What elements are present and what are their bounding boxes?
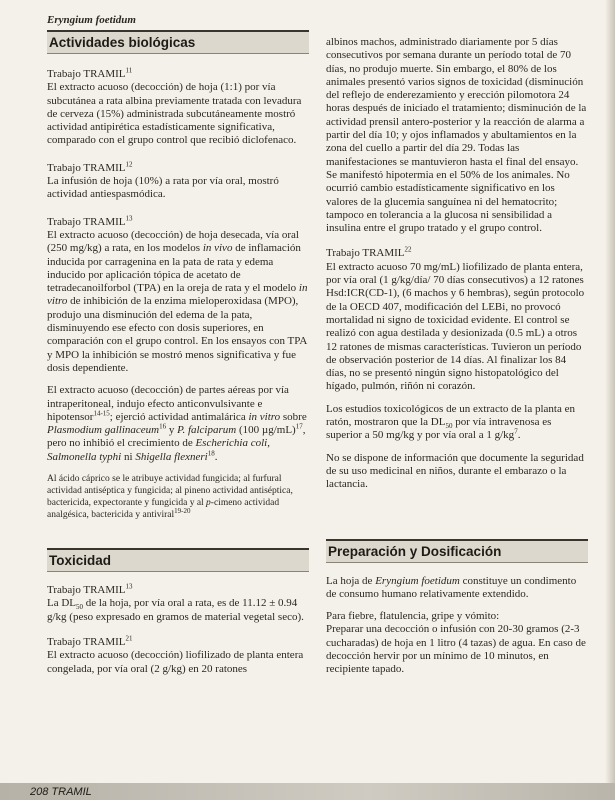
entry-text: constituye un condimento de consumo humano relativamente extendido.	[326, 574, 577, 600]
source-label: Trabajo TRAMIL	[47, 635, 126, 648]
reference-number: 17	[295, 422, 303, 431]
source-label: Trabajo TRAMIL	[47, 68, 126, 80]
section-title-biological-activities: Actividades biológicas	[47, 30, 309, 54]
reference-number: 16	[159, 422, 167, 431]
entry-text: ; ejerció actividad antimalárica	[109, 410, 249, 423]
entry-text: .	[214, 450, 218, 463]
entry-text: Preparar una decocción o infusión con 20-30 gramos (2-3 cucharadas) de hoja en 1 litro (4 tazas) de agua. En caso de decocción hervir por un mínimo de 10 minutos, en recipiente tapado.	[326, 623, 586, 676]
reference-number: 21	[125, 634, 133, 643]
entry-text: Los estudios toxicológicos de un extracto de la planta en ratón, mostraron que la DL	[326, 402, 575, 429]
reference-number: 7	[514, 427, 518, 436]
species-name: Eryngium foetidum	[375, 574, 460, 587]
entry-text: Al ácido cáprico se le atribuye actividad fungicida; al furfural actividad antiséptica y fungicida; al pineno actividad antiséptica, bactericida, expectorante y fungicida y al	[47, 474, 293, 509]
footer-bar	[0, 783, 615, 800]
reference-number: 14-15	[93, 409, 110, 418]
entry-italic: p	[206, 498, 211, 509]
source-label: Trabajo TRAMIL	[47, 215, 126, 228]
entry-text: El extracto acuoso (decocción) liofilizado de planta entera congelada, por vía oral (2 g/kg) en 20 ratones	[47, 649, 304, 675]
bio-entry-constituents	[47, 473, 309, 521]
footer	[30, 786, 92, 798]
section-title-toxicity: Toxicidad	[47, 548, 309, 572]
prep-entry-condiment	[326, 575, 588, 602]
tox-entry-safety-note: No se dispone de información que documente la seguridad de su uso medicinal en niños, durante el embarazo o la lactancia.	[326, 451, 584, 491]
bio-entry-11	[47, 68, 309, 148]
species-name: P. falciparum	[177, 424, 237, 437]
entry-text: ,	[267, 437, 270, 450]
entry-text: y	[166, 424, 178, 437]
entry-italic: in vitro	[248, 410, 281, 423]
source-label: Trabajo TRAMIL	[326, 247, 405, 260]
entry-text: La DL	[47, 597, 77, 610]
right-column	[326, 36, 588, 686]
entry-text: sobre	[280, 410, 307, 423]
tox-entry-22	[326, 247, 588, 393]
reference-number: 11	[125, 66, 133, 75]
entry-text: de inflamación inducida por carragenina en la pata de rata y edema inducido por aplicación tópica de acetato de tetradecanoilforbol (TPA) en la oreja de rata y el modelo	[47, 242, 301, 295]
subscript: 50	[76, 603, 84, 612]
entry-text: , pero no inhibió el crecimiento de	[47, 424, 306, 450]
tox-entry-21	[47, 636, 309, 676]
entry-text: de la hoja, por vía oral a rata, es de 11.12 ± 0.94 g/kg (peso expresado en gramos de material vegetal seco).	[47, 597, 304, 623]
bio-entry-13	[47, 216, 309, 376]
bio-entry-12	[47, 162, 309, 202]
subscript: 50	[445, 422, 453, 431]
entry-text: ni	[121, 450, 136, 463]
reference-number: 13	[125, 582, 133, 591]
species-name: Plasmodium gallinaceum	[47, 424, 160, 437]
source-label: Trabajo TRAMIL	[47, 161, 126, 174]
entry-text: de inhibición de la enzima mieloperoxidasa (MPO), produjo una disminución del edema de la pata, disminuyendo ese efecto con dosis superiores, en comparación con el grupo control. En los ensayos con TPA y MPO la inhibición se mostró menos significativa y fue dosis dependiente.	[47, 295, 307, 374]
reference-number: 13	[125, 214, 133, 223]
prep-entry-decoction	[326, 610, 588, 676]
reference-number: 22	[404, 245, 412, 254]
reference-number: 18	[207, 449, 215, 458]
species-name: Shigella flexneri	[135, 450, 208, 463]
page-edge-shadow	[605, 0, 615, 800]
series-name: TRAMIL	[51, 786, 92, 798]
entry-text: El extracto acuoso (decocción) de hoja (1:1) por vía subcutánea a rata albina previamente tratada con levadura de cerveza (15%) administrada subcutáneamente mostró actividad antipirética estadísticamente significativa, comparado con el grupo control que recibió diclofenaco.	[47, 81, 302, 147]
entry-text: El extracto acuoso 70 mg/mL) liofilizado de planta entera, por vía oral (1 g/kg/día/ 70 días consecutivos) a 12 ratones Hsd:ICR(CD-1), (6 machos y 6 hembras), según protocolo de la OECD 407, modificación del LEBi, no provocó mortalidad ni signo de toxicidad evidente. El control se realizó con agua destilada y desionizada (0.5 mL) a otros 12 ratones de mismas características. Tuvieron un período de observación posterior de 14 días. Al finalizar los 84 días, no se presentó ningún signo histopatológico del hígado, pulmón, riñón ni corazón.	[326, 260, 585, 393]
tox-entry-mouse-ld50	[326, 403, 588, 443]
entry-italic: in vitro	[47, 282, 308, 308]
entry-italic: in vivo	[202, 242, 233, 255]
species-name: Escherichia coli	[195, 437, 268, 450]
entry-text: .	[517, 429, 521, 442]
entry-text: -cimeno actividad analgésica, bactericida y antiviral	[47, 498, 280, 521]
tox-entry-13	[47, 584, 309, 624]
section-title-preparation-dosage: Preparación y Dosificación	[326, 539, 588, 563]
reference-number: 12	[125, 160, 133, 169]
entry-text: Para fiebre, flatulencia, gripe y vómito:	[326, 610, 500, 623]
entry-text: La hoja de	[326, 574, 376, 587]
left-column	[47, 30, 309, 685]
entry-text: por vía intravenosa es superior a 50 mg/kg y por vía oral a 1 g/kg	[326, 416, 552, 442]
bio-entry-aerial-parts	[47, 384, 309, 464]
entry-text: La infusión de hoja (10%) a rata por vía oral, mostró actividad antiespasmódica.	[47, 175, 279, 201]
running-head: Eryngium foetidum	[47, 14, 136, 26]
entry-text: El extracto acuoso (decocción) de hoja desecada, vía oral (250 mg/kg) a rata, en los modelos	[47, 228, 299, 255]
entry-text: (100 µg/mL)	[236, 424, 296, 437]
entry-text: El extracto acuoso (decocción) de partes aéreas por vía intraperitoneal, indujo efecto anticonvulsivante e hipotensor	[47, 384, 289, 423]
source-label: Trabajo TRAMIL	[47, 584, 126, 597]
page-number: 208	[30, 786, 49, 798]
reference-number: 19-20	[174, 506, 191, 515]
species-name: Salmonella typhi	[47, 450, 122, 463]
tox-entry-21-continued: albinos machos, administrado diariamente por 5 días consecutivos por semana durante un período total de 70 días, no produjo muerte. Sin embargo, el 80% de los animales presentó varios signos de toxicidad (disminución del reflejo de enderezamiento y erección pilomotora 24 horas después de iniciado el tratamiento; disminución de la actividad prensil antero-posterior y la reacción de alarma a partir del día 10; y ojos inflamados y abultamientos en la zona del cuello a partir del día 29. Todas las manifestaciones se mantuvieron hasta el final del ensayo. Se manifestó hipotermia en el 50% de los animales. No ocurrió cambio estadísticamente significativo en los valores de la glucemia sanguínea ni del hematocrito; tampoco en tolerancia a la glucosa ni sensibilidad a insulina entre el grupo tratado y el grupo control.	[326, 36, 587, 235]
